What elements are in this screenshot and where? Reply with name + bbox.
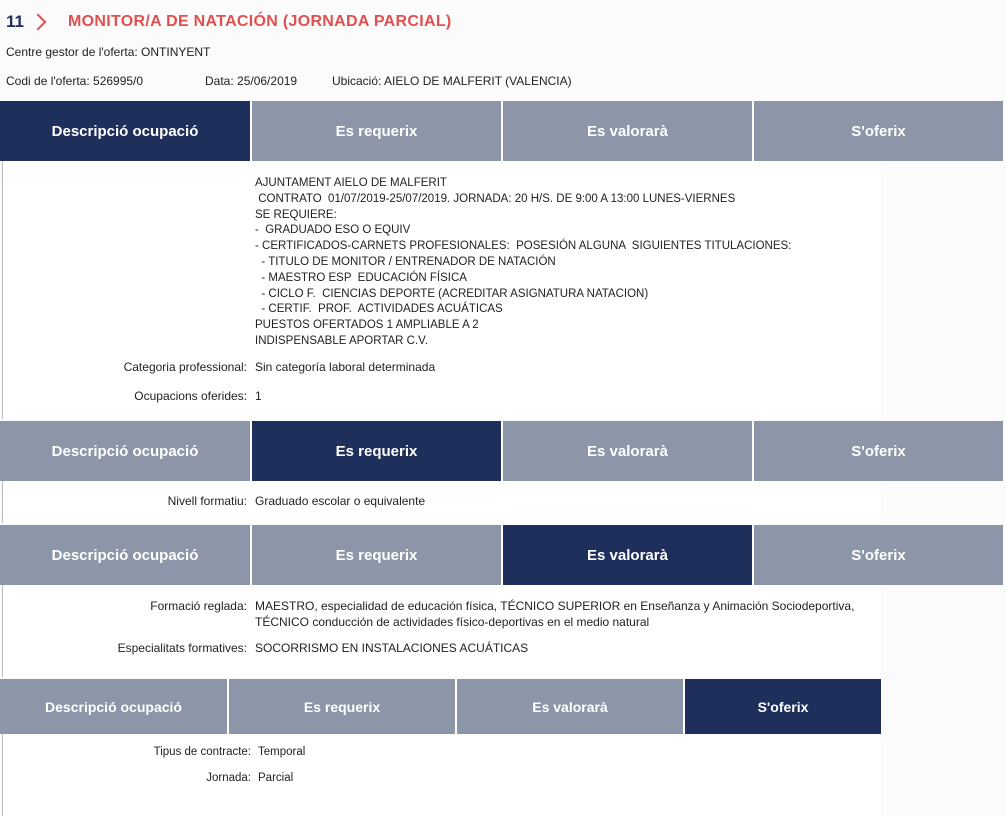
description-line: - CICLO F. CIENCIAS DEPORTE (ACREDITAR ASIGNATURA NATACION) xyxy=(255,287,649,300)
description-line: - CERTIFICADOS-CARNETS PROFESIONALES: POSESIÓN ALGUNA SIGUIENTES TITULACIONES: xyxy=(255,240,792,253)
tab-valued[interactable]: Es valorarà xyxy=(503,101,754,161)
description-line: - TITULO DE MONITOR / ENTRENADOR DE NATACIÓN xyxy=(255,255,556,268)
description-panel xyxy=(2,161,881,419)
offer-header xyxy=(6,10,452,34)
location-value: AIELO DE MALFERIT (VALENCIA) xyxy=(384,74,572,88)
tab-valued[interactable]: Es valorarà xyxy=(457,679,685,734)
code-row xyxy=(6,74,143,88)
specialities-label: Especialitats formatives: xyxy=(117,641,247,655)
formal-training-value: MAESTRO, especialidad de educación física, TÉCNICO SUPERIOR en Enseñanza y Animación Sociodeportiva, TÉCNICO conducción de actividades físico-deportivas en el medio natural xyxy=(255,599,855,629)
offers-panel xyxy=(2,734,881,816)
level-label: Nivell formatiu: xyxy=(167,494,247,508)
tab-valued[interactable]: Es valorarà xyxy=(503,421,754,481)
tab-description[interactable]: Descripció ocupació xyxy=(0,421,252,481)
tab-requirements[interactable]: Es requerix xyxy=(252,421,503,481)
positions-label: Ocupacions oferides: xyxy=(134,389,247,403)
level-value: Graduado escolar o equivalente xyxy=(255,494,426,508)
centre-row xyxy=(6,45,210,59)
offer-title: MONITOR/A DE NATACIÓN (JORNADA PARCIAL) xyxy=(67,13,452,30)
tab-description[interactable]: Descripció ocupació xyxy=(0,525,252,585)
tab-valued[interactable]: Es valorarà xyxy=(503,525,754,585)
centre-label: Centre gestor de l'oferta: xyxy=(6,45,138,59)
tab-requirements[interactable]: Es requerix xyxy=(229,679,457,734)
tab-offers[interactable]: S'oferix xyxy=(685,679,881,734)
requirements-panel xyxy=(2,481,881,523)
location-row xyxy=(332,74,572,88)
date-value: 25/06/2019 xyxy=(237,74,298,88)
category-label: Categoria professional: xyxy=(123,360,247,374)
tab-offers[interactable]: S'oferix xyxy=(754,421,1005,481)
contract-type-label: Tipus de contracte: xyxy=(153,746,251,758)
valued-panel xyxy=(2,585,881,677)
tab-bar-description xyxy=(0,101,906,161)
description-line: - MAESTRO ESP EDUCACIÓN FÍSICA xyxy=(255,271,467,284)
code-value: 526995/0 xyxy=(93,74,144,88)
description-line: - GRADUADO ESO O EQUIV xyxy=(255,224,411,237)
tab-offers[interactable]: S'oferix xyxy=(754,101,1005,161)
formal-training-label: Formació reglada: xyxy=(150,599,247,613)
chevron-right-icon xyxy=(29,14,46,31)
description-line: AJUNTAMENT AIELO DE MALFERIT xyxy=(255,177,447,189)
location-label: Ubicació: xyxy=(332,74,382,88)
tab-bar-offers xyxy=(0,679,881,734)
contract-type-value: Temporal xyxy=(258,746,306,758)
schedule-label: Jornada: xyxy=(206,772,251,784)
tab-bar-requirements xyxy=(0,421,906,481)
tab-offers[interactable]: S'oferix xyxy=(754,525,1005,585)
job-description xyxy=(255,176,791,350)
tab-requirements[interactable]: Es requerix xyxy=(252,101,503,161)
offer-number: 11 xyxy=(6,12,24,31)
schedule-value: Parcial xyxy=(258,772,294,784)
code-label: Codi de l'oferta: xyxy=(6,74,90,88)
specialities-value: SOCORRISMO EN INSTALACIONES ACUÁTICAS xyxy=(255,641,529,655)
tab-bar-valued xyxy=(0,525,906,585)
category-value: Sin categoría laboral determinada xyxy=(255,360,436,374)
description-line: CONTRATO 01/07/2019-25/07/2019. JORNADA: 20 H/S. DE 9:00 A 13:00 LUNES-VIERNES xyxy=(255,192,736,205)
tab-description[interactable]: Descripció ocupació xyxy=(0,679,229,734)
centre-value: ONTINYENT xyxy=(141,45,211,59)
date-row xyxy=(205,74,297,88)
tab-description[interactable]: Descripció ocupació xyxy=(0,101,252,161)
description-line: PUESTOS OFERTADOS 1 AMPLIABLE A 2 xyxy=(255,319,479,332)
date-label: Data: xyxy=(205,74,234,88)
description-line: SE REQUIERE: xyxy=(255,208,337,221)
description-line: - CERTIF. PROF. ACTIVIDADES ACUÁTICAS xyxy=(255,303,503,316)
description-line: INDISPENSABLE APORTAR C.V. xyxy=(255,334,428,347)
tab-requirements[interactable]: Es requerix xyxy=(252,525,503,585)
positions-value: 1 xyxy=(255,389,262,403)
